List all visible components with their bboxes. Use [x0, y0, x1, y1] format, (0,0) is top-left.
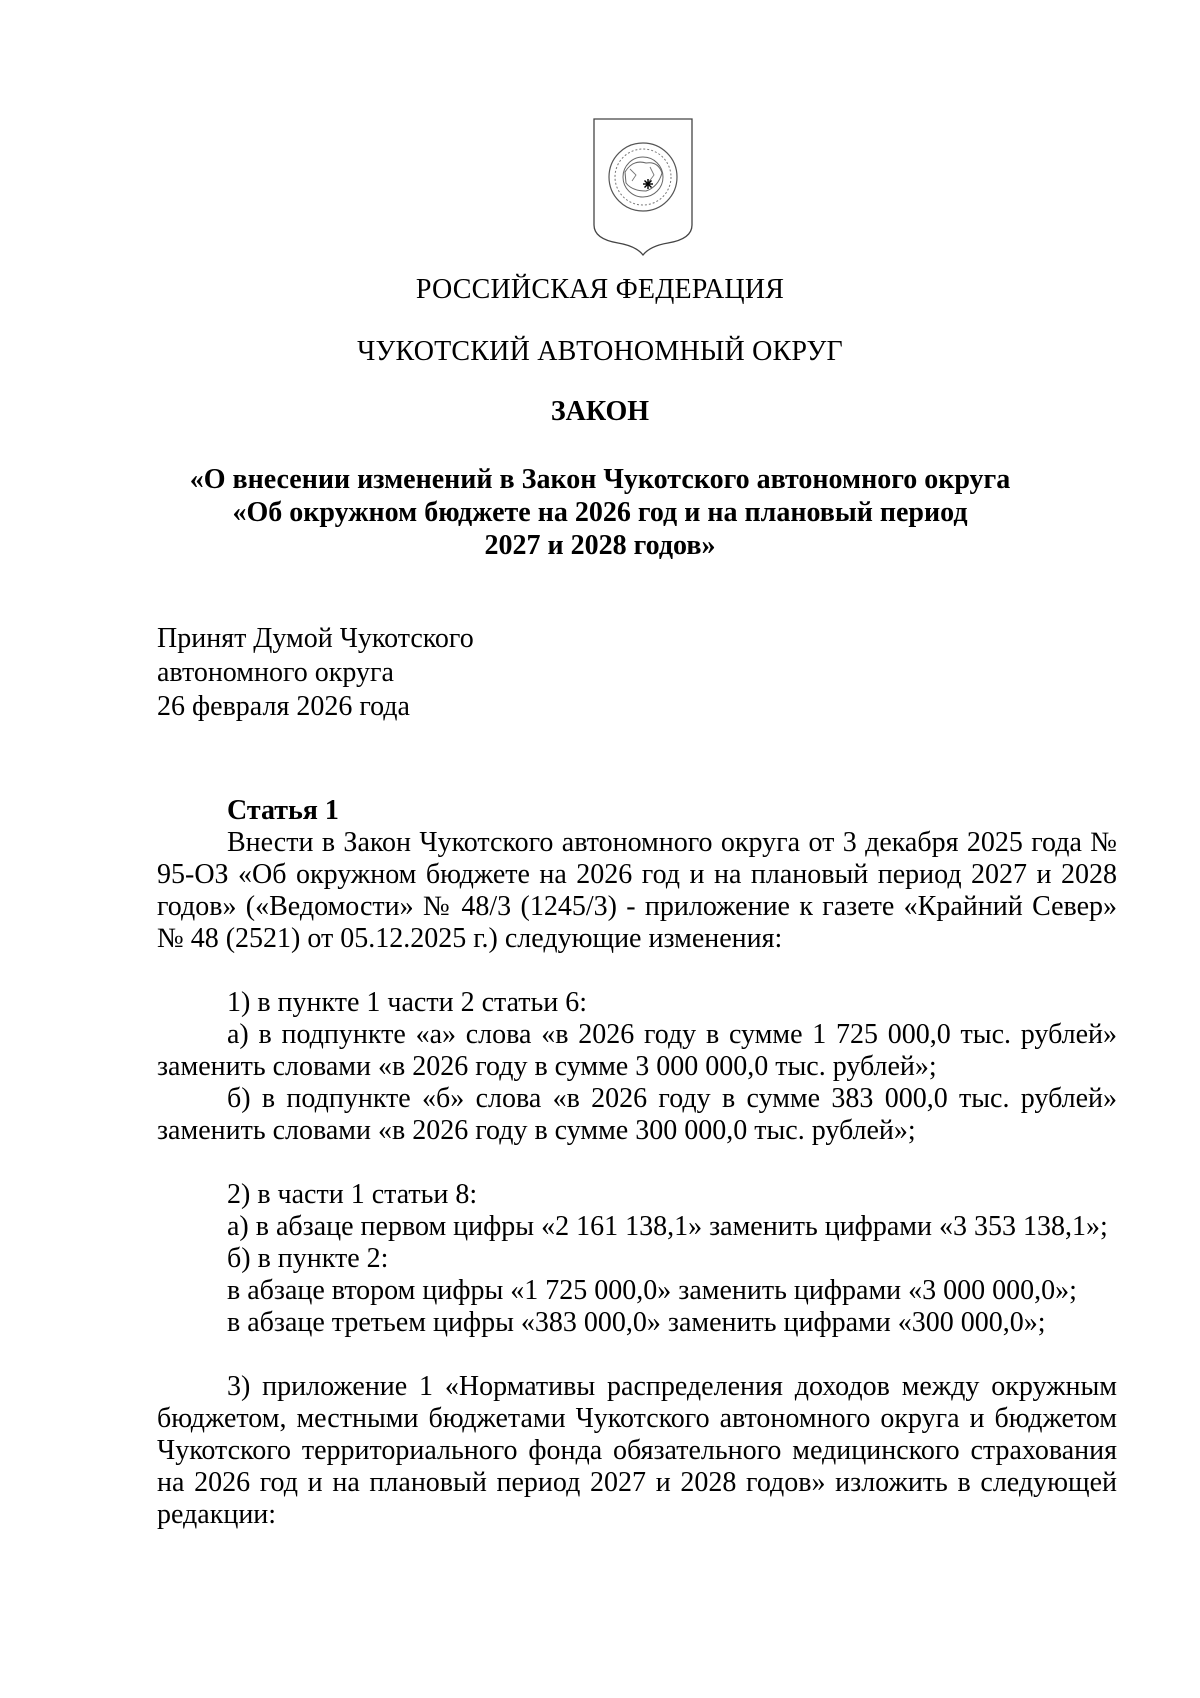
item-2-sub-a: а) в абзаце первом цифры «2 161 138,1» заменить цифрами «3 353 138,1»;: [227, 1211, 1108, 1242]
law-title-line: 2027 и 2028 годов»: [484, 530, 716, 561]
adoption-line: 26 февраля 2026 года: [157, 691, 410, 722]
item-1-heading: 1) в пункте 1 части 2 статьи 6:: [227, 987, 588, 1018]
article-body: [157, 795, 1117, 1531]
coat-of-arms-emblem: [588, 117, 698, 257]
item-2-sub-b-paragraph-3: в абзаце третьем цифры «383 000,0» заменить цифрами «300 000,0»;: [227, 1307, 1046, 1338]
item-2-sub-b-paragraph-2: в абзаце втором цифры «1 725 000,0» заменить цифрами «3 000 000,0»;: [227, 1275, 1077, 1306]
item-2-heading: 2) в части 1 статьи 8:: [227, 1179, 478, 1210]
item-3: 3) приложение 1 «Нормативы распределения доходов между окружным бюджетом, местными бюджетами Чукотского автономного округа и бюджетом Чукотского территориального фонда обязательного медицинского страхования на 2026 год и на плановый период 2027 и 2028 годов» изложить в следующей редакции:: [157, 1371, 1117, 1530]
law-title-line: «О внесении изменений в Закон Чукотского автономного округа: [189, 464, 1011, 495]
law-title: [0, 463, 1200, 562]
item-2-sub-b: б) в пункте 2:: [227, 1243, 389, 1274]
country-heading: РОССИЙСКАЯ ФЕДЕРАЦИЯ: [415, 274, 785, 305]
document-type-heading: ЗАКОН: [550, 396, 650, 427]
region-heading: ЧУКОТСКИЙ АВТОНОМНЫЙ ОКРУГ: [357, 336, 843, 367]
law-title-line: «Об окружном бюджете на 2026 год и на плановый период: [232, 497, 968, 528]
item-1-sub-a: а) в подпункте «а» слова «в 2026 году в сумме 1 725 000,0 тыс. рублей» заменить словами «в 2026 году в сумме 3 000 000,0 тыс. рублей»;: [157, 1019, 1117, 1082]
article-heading: Статья 1: [227, 795, 339, 826]
item-1-sub-b: б) в подпункте «б» слова «в 2026 году в сумме 383 000,0 тыс. рублей» заменить словами «в 2026 году в сумме 300 000,0 тыс. рублей»;: [157, 1083, 1117, 1146]
adoption-line: Принят Думой Чукотского: [157, 623, 474, 654]
adoption-line: автономного округа: [157, 657, 394, 688]
article-intro: Внести в Закон Чукотского автономного округа от 3 декабря 2025 года № 95-ОЗ «Об окружном бюджете на 2026 год и на плановый период 2027 и 2028 годов» («Ведомости» № 48/3 (1245/3) - приложение к газете «Крайний Север» № 48 (2521) от 05.12.2025 г.) следующие изменения:: [157, 827, 1117, 954]
adoption-note: [157, 622, 474, 724]
